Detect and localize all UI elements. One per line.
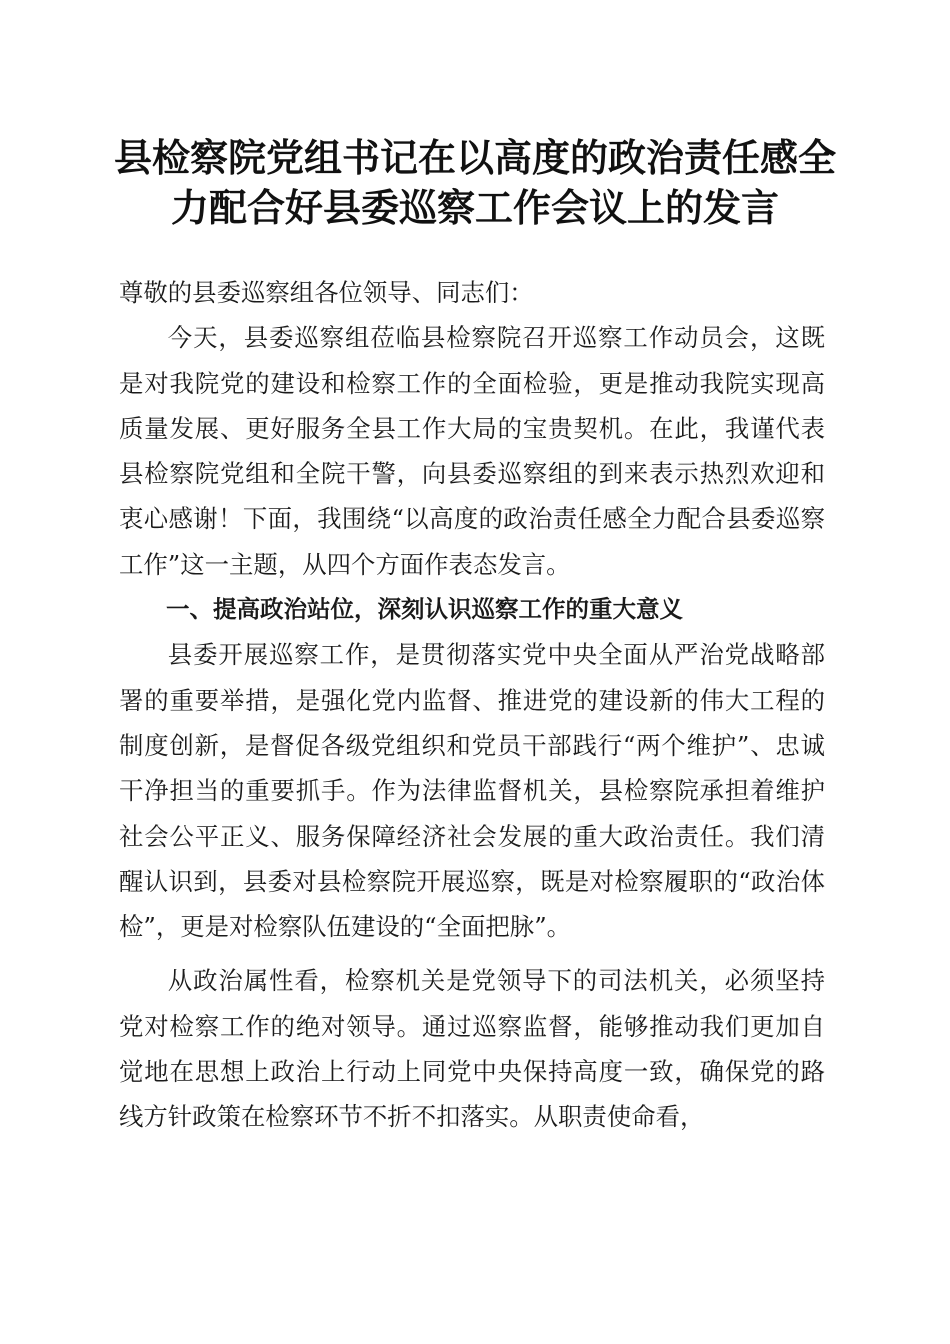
salutation: 尊敬的县委巡察组各位领导、同志们： (119, 278, 534, 307)
section-heading: 一、提高政治站位，深刻认识巡察工作的重大意义 (166, 595, 683, 624)
document-title: 县检察院党组书记在以高度的政治责任感全力配合好县委巡察工作会议上的发言 (113, 135, 836, 230)
intro-paragraph: 今天，县委巡察组莅临县检察院召开巡察工作动员会，这既是对我院党的建设和检察工作的全面检验，更是推动我院实现高质量发展、更好服务全县工作大局的宝贵契机。在此，我谨代表县检察院党组和全院干警，向县委巡察组的到来表示热烈欢迎和衷心感谢！下面，我围绕“以高度的政治责任感全力配合县委巡察工作”这一主题，从四个方面作表态发言。 (119, 323, 825, 579)
section-paragraph: 从政治属性看，检察机关是党领导下的司法机关，必须坚持党对检察工作的绝对领导。通过巡察监督，能够推动我们更加自觉地在思想上政治上行动上同党中央保持高度一致，确保党的路线方针政策在检察环节不折不扣落实。从职责使命看， (119, 966, 825, 1132)
section-paragraph: 县委开展巡察工作，是贯彻落实党中央全面从严治党战略部署的重要举措，是强化党内监督、推进党的建设新的伟大工程的制度创新，是督促各级党组织和党员干部践行“两个维护”、忠诚干净担当的重要抓手。作为法律监督机关，县检察院承担着维护社会公平正义、服务保障经济社会发展的重大政治责任。我们清醒认识到，县委对县检察院开展巡察，既是对检察履职的“政治体检”，更是对检察队伍建设的“全面把脉”。 (119, 640, 825, 942)
document-body (119, 270, 825, 1140)
